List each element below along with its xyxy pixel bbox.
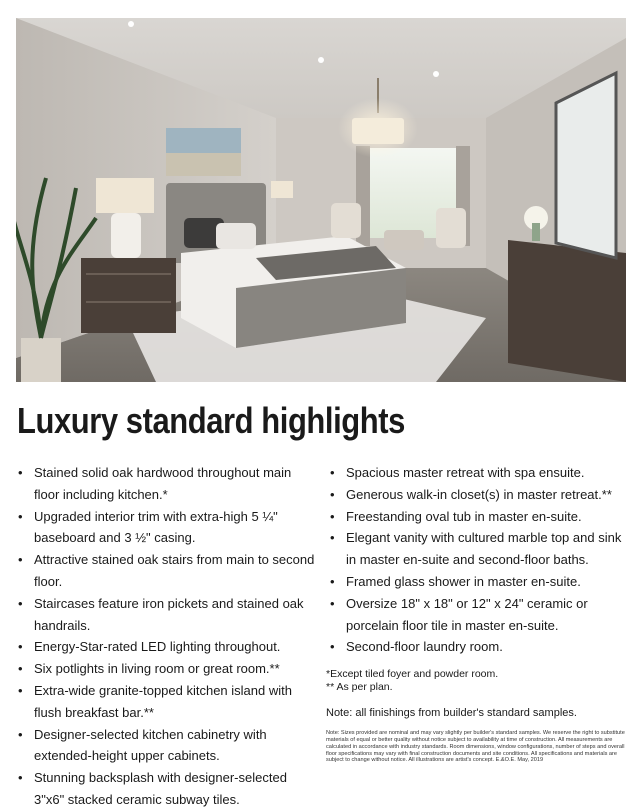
bedroom-photo [16, 18, 626, 382]
list-item: • Generous walk-in closet(s) in master retreat.** [326, 484, 626, 506]
list-item: • Elegant vanity with cultured marble top and sink in master en-suite and second-floor baths. [326, 527, 626, 571]
finishings-note: Note: all finishings from builder's standard samples. [326, 707, 577, 720]
list-item: • Framed glass shower in master en-suite. [326, 571, 626, 593]
list-item: • Stunning backsplash with designer-selected 3"x6" stacked ceramic subway tiles. [14, 767, 319, 811]
footnotes [326, 668, 626, 693]
footnote-double-asterisk: ** As per plan. [326, 680, 393, 693]
list-item: • Designer-selected kitchen cabinetry with extended-height upper cabinets. [14, 724, 319, 768]
list-item: • Staircases feature iron pickets and stained oak handrails. [14, 593, 319, 637]
page-title: Luxury standard highlights [17, 400, 405, 441]
list-item: • Stained solid oak hardwood throughout main floor including kitchen.* [14, 462, 319, 506]
highlights-list-right [326, 462, 626, 658]
list-item: • Spacious master retreat with spa ensuite. [326, 462, 626, 484]
footnote-single-asterisk: *Except tiled foyer and powder room. [326, 668, 499, 681]
highlights-list-left [14, 462, 319, 811]
list-item: • Freestanding oval tub in master en-suite. [326, 506, 626, 528]
highlights-left-column [14, 462, 319, 811]
highlights-right-column [326, 462, 626, 764]
list-item: • Extra-wide granite-topped kitchen island with flush breakfast bar.** [14, 680, 319, 724]
disclaimer: Note: Sizes provided are nominal and may vary slightly per builder's standard samples. We reserve the right to substitute materials of equal or better quality without notice subject to availability at time of construction. All measurements are calculated in accordance with industry standards. Room dimensions, window configurations, number of steps and overall floor specifications may vary with final construction documents and site conditions. All specifications and materials are subject to change without notice. All illustrations are artist's concept. E.&O.E. May, 2019 [326, 730, 625, 764]
list-item: • Upgraded interior trim with extra-high 5 ¼" baseboard and 3 ½" casing. [14, 506, 319, 550]
list-item: • Oversize 18" x 18" or 12" x 24" ceramic or porcelain floor tile in master en-suite. [326, 593, 626, 637]
list-item: • Energy-Star-rated LED lighting throughout. [14, 636, 319, 658]
list-item: • Six potlights in living room or great room.** [14, 658, 319, 680]
list-item: • Second-floor laundry room. [326, 636, 626, 658]
list-item: • Attractive stained oak stairs from main to second floor. [14, 549, 319, 593]
